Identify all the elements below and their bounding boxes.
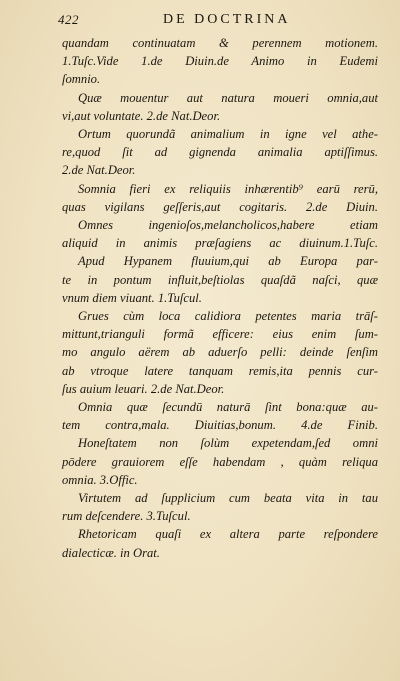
text-line: aliquid in animis præſagiens ac diuinum.1.Tuſc.: [62, 236, 378, 251]
text-line: dialecticæ. in Orat.: [62, 545, 160, 560]
text-line: quas vigilans geſſeris,aut cogitaris. 2.de Diuin.: [62, 199, 378, 214]
text-line: mittunt,trianguli formã efficere: eius enim ſum-: [62, 327, 378, 342]
text-line: te in pontum influit,beſtiolas quaſdã naſci, quæ: [62, 272, 378, 287]
text-line: vnum diem viuant. 1.Tuſcul.: [62, 290, 202, 305]
text-line: Rhetoricam quaſi ex altera parte reſpondere: [78, 527, 378, 542]
text-line: tem contra,mala. Diuitias,bonum. 4.de Finib.: [62, 418, 378, 433]
text-line: quandam continuatam & perennem motionem.: [62, 36, 378, 50]
text-line: Quæ mouentur aut natura moueri omnia,aut: [78, 90, 378, 105]
text-line: omnia. 3.Offic.: [62, 472, 138, 487]
text-line: Ortum quorundã animalium in igne vel athe-: [78, 127, 378, 142]
text-line: Grues cùm loca calidiora petentes maria trāſ-: [78, 309, 378, 324]
text-line: Virtutem ad ſupplicium cum beata vita in tau: [78, 491, 378, 506]
text-line: vi,aut voluntate. 2.de Nat.Deor.: [62, 108, 221, 123]
text-line: Omnia quæ ſecundū naturā ſint bona:quæ au-: [78, 400, 378, 415]
running-title: DE DOCTRINA: [163, 12, 291, 27]
text-line: ſomnio.: [62, 72, 101, 87]
text-line: ab vtroque latere tanquam remis,ita pennis cur-: [62, 363, 378, 378]
text-line: pōdere grauiorem eſſe habendam , quàm reliqua: [62, 454, 378, 469]
text-line: rum deſcendere. 3.Tuſcul.: [62, 509, 191, 524]
page-number: 422: [58, 12, 79, 27]
text-line: mo angulo aërem ab aduerſo pelli: deinde ſenſim: [62, 345, 378, 360]
text-line: re,quod ſit ad gignenda animalia aptiſſimus.: [62, 145, 378, 160]
text-line: Honeſtatem non ſolùm expetendam,ſed omni: [78, 436, 378, 451]
text-line: Somnia fieri ex reliquiis inhærentib⁹ earū rerū,: [78, 181, 378, 196]
body-text: [62, 34, 378, 562]
text-line: Apud Hypanem fluuium,qui ab Europa par-: [78, 254, 378, 269]
text-line: ſus auium leuari. 2.de Nat.Deor.: [62, 381, 225, 396]
text-line: 1.Tuſc.Vide 1.de Diuin.de Animo in Eudemi: [62, 54, 378, 69]
text-line: 2.de Nat.Deor.: [62, 163, 136, 178]
text-line: Omnes ingenioſos,melancholicos,habere etiam: [78, 218, 378, 233]
page-header: [58, 12, 378, 32]
